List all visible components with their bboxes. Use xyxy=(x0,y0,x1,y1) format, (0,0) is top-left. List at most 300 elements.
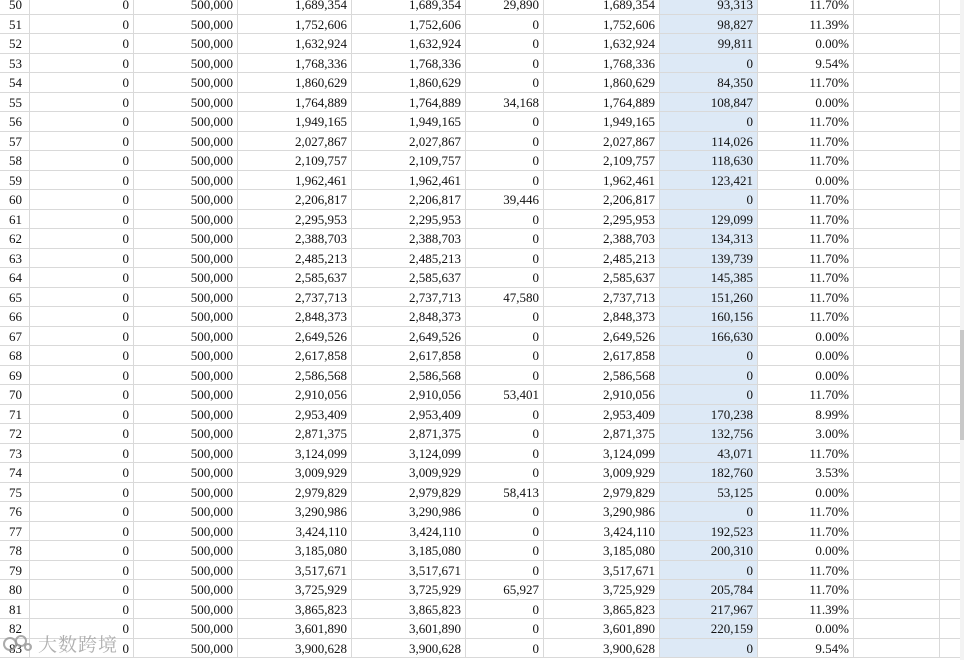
cell-col-c[interactable]: 500,000 xyxy=(134,93,238,113)
cell-col-d[interactable]: 3,601,890 xyxy=(238,619,352,639)
cell-col-c[interactable]: 500,000 xyxy=(134,229,238,249)
cell-col-e[interactable]: 3,124,099 xyxy=(352,444,466,464)
cell-col-e[interactable]: 1,764,889 xyxy=(352,93,466,113)
cell-col-g[interactable]: 2,485,213 xyxy=(544,249,660,269)
cell-col-j[interactable] xyxy=(854,268,940,288)
cell-col-j[interactable] xyxy=(854,0,940,15)
cell-col-f[interactable]: 0 xyxy=(466,346,544,366)
row-header[interactable]: 83 xyxy=(0,639,30,659)
cell-col-j[interactable] xyxy=(854,424,940,444)
cell-col-c[interactable]: 500,000 xyxy=(134,249,238,269)
cell-col-b[interactable]: 0 xyxy=(30,0,134,15)
cell-col-c[interactable]: 500,000 xyxy=(134,405,238,425)
cell-col-j[interactable] xyxy=(854,639,940,659)
cell-col-e[interactable]: 3,725,929 xyxy=(352,580,466,600)
cell-col-e[interactable]: 2,206,817 xyxy=(352,190,466,210)
cell-col-g[interactable]: 2,649,526 xyxy=(544,327,660,347)
cell-col-j[interactable] xyxy=(854,483,940,503)
cell-col-c[interactable]: 500,000 xyxy=(134,522,238,542)
row-header[interactable]: 65 xyxy=(0,288,30,308)
cell-col-e[interactable]: 3,900,628 xyxy=(352,639,466,659)
cell-col-d[interactable]: 2,737,713 xyxy=(238,288,352,308)
row-header[interactable]: 79 xyxy=(0,561,30,581)
cell-col-b[interactable]: 0 xyxy=(30,522,134,542)
vertical-scrollbar[interactable] xyxy=(960,0,964,666)
cell-col-j[interactable] xyxy=(854,112,940,132)
cell-col-i[interactable]: 0.00% xyxy=(758,327,854,347)
cell-col-j[interactable] xyxy=(854,522,940,542)
cell-col-g[interactable]: 3,865,823 xyxy=(544,600,660,620)
cell-col-i[interactable]: 9.54% xyxy=(758,54,854,74)
cell-col-c[interactable]: 500,000 xyxy=(134,561,238,581)
cell-col-c[interactable]: 500,000 xyxy=(134,34,238,54)
cell-col-d[interactable]: 2,206,817 xyxy=(238,190,352,210)
row-header[interactable]: 62 xyxy=(0,229,30,249)
row-header[interactable]: 71 xyxy=(0,405,30,425)
row-header[interactable]: 72 xyxy=(0,424,30,444)
cell-col-c[interactable]: 500,000 xyxy=(134,268,238,288)
cell-col-g[interactable]: 1,949,165 xyxy=(544,112,660,132)
cell-col-f[interactable]: 0 xyxy=(466,151,544,171)
cell-col-b[interactable]: 0 xyxy=(30,561,134,581)
cell-col-d[interactable]: 3,900,628 xyxy=(238,639,352,659)
cell-col-e[interactable]: 3,601,890 xyxy=(352,619,466,639)
row-header[interactable]: 82 xyxy=(0,619,30,639)
cell-col-b[interactable]: 0 xyxy=(30,600,134,620)
cell-col-j[interactable] xyxy=(854,307,940,327)
cell-col-d[interactable]: 2,295,953 xyxy=(238,210,352,230)
cell-col-b[interactable]: 0 xyxy=(30,73,134,93)
cell-col-b[interactable]: 0 xyxy=(30,268,134,288)
cell-col-i[interactable]: 11.70% xyxy=(758,561,854,581)
cell-col-b[interactable]: 0 xyxy=(30,190,134,210)
cell-col-e[interactable]: 3,517,671 xyxy=(352,561,466,581)
cell-col-f[interactable]: 0 xyxy=(466,405,544,425)
cell-col-b[interactable]: 0 xyxy=(30,288,134,308)
cell-col-d[interactable]: 2,388,703 xyxy=(238,229,352,249)
cell-col-j[interactable] xyxy=(854,366,940,386)
cell-col-j[interactable] xyxy=(854,288,940,308)
cell-col-g[interactable]: 2,585,637 xyxy=(544,268,660,288)
cell-col-h[interactable]: 43,071 xyxy=(660,444,758,464)
cell-col-d[interactable]: 3,517,671 xyxy=(238,561,352,581)
cell-col-e[interactable]: 3,290,986 xyxy=(352,502,466,522)
cell-col-j[interactable] xyxy=(854,444,940,464)
cell-col-c[interactable]: 500,000 xyxy=(134,327,238,347)
cell-col-e[interactable]: 2,649,526 xyxy=(352,327,466,347)
cell-col-e[interactable]: 1,860,629 xyxy=(352,73,466,93)
cell-col-c[interactable]: 500,000 xyxy=(134,54,238,74)
row-header[interactable]: 61 xyxy=(0,210,30,230)
row-header[interactable]: 56 xyxy=(0,112,30,132)
cell-col-e[interactable]: 2,848,373 xyxy=(352,307,466,327)
cell-col-e[interactable]: 2,109,757 xyxy=(352,151,466,171)
cell-col-i[interactable]: 0.00% xyxy=(758,619,854,639)
cell-col-i[interactable]: 11.70% xyxy=(758,73,854,93)
cell-col-d[interactable]: 2,586,568 xyxy=(238,366,352,386)
cell-col-b[interactable]: 0 xyxy=(30,93,134,113)
cell-col-f[interactable]: 0 xyxy=(466,600,544,620)
cell-col-b[interactable]: 0 xyxy=(30,405,134,425)
cell-col-d[interactable]: 1,632,924 xyxy=(238,34,352,54)
cell-col-g[interactable]: 2,206,817 xyxy=(544,190,660,210)
cell-col-e[interactable]: 1,752,606 xyxy=(352,15,466,35)
cell-col-e[interactable]: 1,949,165 xyxy=(352,112,466,132)
cell-col-d[interactable]: 1,764,889 xyxy=(238,93,352,113)
cell-col-h[interactable]: 220,159 xyxy=(660,619,758,639)
cell-col-j[interactable] xyxy=(854,210,940,230)
cell-col-h[interactable]: 123,421 xyxy=(660,171,758,191)
cell-col-h[interactable]: 0 xyxy=(660,502,758,522)
row-header[interactable]: 69 xyxy=(0,366,30,386)
cell-col-e[interactable]: 2,979,829 xyxy=(352,483,466,503)
cell-col-b[interactable]: 0 xyxy=(30,112,134,132)
cell-col-g[interactable]: 3,290,986 xyxy=(544,502,660,522)
cell-col-e[interactable]: 3,185,080 xyxy=(352,541,466,561)
cell-col-h[interactable]: 160,156 xyxy=(660,307,758,327)
cell-col-g[interactable]: 2,737,713 xyxy=(544,288,660,308)
cell-col-e[interactable]: 2,388,703 xyxy=(352,229,466,249)
cell-col-f[interactable]: 0 xyxy=(466,463,544,483)
row-header[interactable]: 80 xyxy=(0,580,30,600)
cell-col-i[interactable]: 11.70% xyxy=(758,580,854,600)
cell-col-j[interactable] xyxy=(854,34,940,54)
cell-col-j[interactable] xyxy=(854,151,940,171)
cell-col-c[interactable]: 500,000 xyxy=(134,15,238,35)
cell-col-i[interactable]: 11.70% xyxy=(758,385,854,405)
cell-col-h[interactable]: 0 xyxy=(660,190,758,210)
cell-col-c[interactable]: 500,000 xyxy=(134,288,238,308)
cell-col-f[interactable]: 0 xyxy=(466,229,544,249)
cell-col-e[interactable]: 2,617,858 xyxy=(352,346,466,366)
cell-col-f[interactable]: 0 xyxy=(466,54,544,74)
cell-col-c[interactable]: 500,000 xyxy=(134,171,238,191)
cell-col-h[interactable]: 205,784 xyxy=(660,580,758,600)
cell-col-i[interactable]: 3.00% xyxy=(758,424,854,444)
row-header[interactable]: 74 xyxy=(0,463,30,483)
cell-col-i[interactable]: 11.70% xyxy=(758,307,854,327)
cell-col-f[interactable]: 0 xyxy=(466,34,544,54)
cell-col-g[interactable]: 1,764,889 xyxy=(544,93,660,113)
cell-col-j[interactable] xyxy=(854,580,940,600)
row-header[interactable]: 55 xyxy=(0,93,30,113)
cell-col-c[interactable]: 500,000 xyxy=(134,346,238,366)
cell-col-f[interactable]: 0 xyxy=(466,522,544,542)
cell-col-i[interactable]: 0.00% xyxy=(758,346,854,366)
cell-col-i[interactable]: 11.70% xyxy=(758,249,854,269)
cell-col-h[interactable]: 0 xyxy=(660,54,758,74)
cell-col-j[interactable] xyxy=(854,541,940,561)
cell-col-g[interactable]: 1,860,629 xyxy=(544,73,660,93)
cell-col-c[interactable]: 500,000 xyxy=(134,307,238,327)
cell-col-b[interactable]: 0 xyxy=(30,34,134,54)
cell-col-d[interactable]: 2,485,213 xyxy=(238,249,352,269)
cell-col-h[interactable]: 93,313 xyxy=(660,0,758,15)
cell-col-f[interactable]: 0 xyxy=(466,619,544,639)
cell-col-h[interactable]: 151,260 xyxy=(660,288,758,308)
cell-col-b[interactable]: 0 xyxy=(30,346,134,366)
cell-col-e[interactable]: 2,485,213 xyxy=(352,249,466,269)
cell-col-d[interactable]: 3,124,099 xyxy=(238,444,352,464)
cell-col-c[interactable]: 500,000 xyxy=(134,190,238,210)
cell-col-i[interactable]: 11.39% xyxy=(758,15,854,35)
cell-col-j[interactable] xyxy=(854,229,940,249)
cell-col-i[interactable]: 0.00% xyxy=(758,171,854,191)
cell-col-i[interactable]: 11.70% xyxy=(758,502,854,522)
cell-col-g[interactable]: 2,953,409 xyxy=(544,405,660,425)
cell-col-d[interactable]: 2,027,867 xyxy=(238,132,352,152)
cell-col-h[interactable]: 200,310 xyxy=(660,541,758,561)
row-header[interactable]: 60 xyxy=(0,190,30,210)
row-header[interactable]: 63 xyxy=(0,249,30,269)
cell-col-g[interactable]: 2,979,829 xyxy=(544,483,660,503)
row-header[interactable]: 54 xyxy=(0,73,30,93)
cell-col-g[interactable]: 3,725,929 xyxy=(544,580,660,600)
cell-col-d[interactable]: 2,848,373 xyxy=(238,307,352,327)
cell-col-f[interactable]: 58,413 xyxy=(466,483,544,503)
cell-col-g[interactable]: 1,632,924 xyxy=(544,34,660,54)
cell-col-i[interactable]: 11.70% xyxy=(758,229,854,249)
cell-col-f[interactable]: 39,446 xyxy=(466,190,544,210)
cell-col-e[interactable]: 2,295,953 xyxy=(352,210,466,230)
cell-col-g[interactable]: 1,768,336 xyxy=(544,54,660,74)
cell-col-i[interactable]: 0.00% xyxy=(758,483,854,503)
cell-col-f[interactable]: 0 xyxy=(466,366,544,386)
row-header[interactable]: 67 xyxy=(0,327,30,347)
row-header[interactable]: 64 xyxy=(0,268,30,288)
cell-col-f[interactable]: 0 xyxy=(466,112,544,132)
cell-col-b[interactable]: 0 xyxy=(30,639,134,659)
cell-col-d[interactable]: 1,860,629 xyxy=(238,73,352,93)
cell-col-c[interactable]: 500,000 xyxy=(134,541,238,561)
cell-col-b[interactable]: 0 xyxy=(30,463,134,483)
cell-col-c[interactable]: 500,000 xyxy=(134,385,238,405)
cell-col-e[interactable]: 3,865,823 xyxy=(352,600,466,620)
cell-col-d[interactable]: 1,768,336 xyxy=(238,54,352,74)
cell-col-g[interactable]: 3,424,110 xyxy=(544,522,660,542)
cell-col-b[interactable]: 0 xyxy=(30,424,134,444)
cell-col-c[interactable]: 500,000 xyxy=(134,132,238,152)
row-header[interactable]: 59 xyxy=(0,171,30,191)
cell-col-j[interactable] xyxy=(854,54,940,74)
cell-col-b[interactable]: 0 xyxy=(30,619,134,639)
cell-col-i[interactable]: 0.00% xyxy=(758,366,854,386)
cell-col-i[interactable]: 11.70% xyxy=(758,0,854,15)
row-header[interactable]: 77 xyxy=(0,522,30,542)
cell-col-j[interactable] xyxy=(854,93,940,113)
cell-col-g[interactable]: 2,910,056 xyxy=(544,385,660,405)
cell-col-b[interactable]: 0 xyxy=(30,502,134,522)
cell-col-f[interactable]: 65,927 xyxy=(466,580,544,600)
cell-col-e[interactable]: 1,689,354 xyxy=(352,0,466,15)
cell-col-h[interactable]: 170,238 xyxy=(660,405,758,425)
cell-col-b[interactable]: 0 xyxy=(30,171,134,191)
cell-col-h[interactable]: 118,630 xyxy=(660,151,758,171)
cell-col-f[interactable]: 0 xyxy=(466,327,544,347)
cell-col-d[interactable]: 3,424,110 xyxy=(238,522,352,542)
cell-col-f[interactable]: 0 xyxy=(466,15,544,35)
cell-col-j[interactable] xyxy=(854,132,940,152)
row-header[interactable]: 81 xyxy=(0,600,30,620)
cell-col-j[interactable] xyxy=(854,249,940,269)
cell-col-h[interactable]: 145,385 xyxy=(660,268,758,288)
cell-col-b[interactable]: 0 xyxy=(30,327,134,347)
cell-col-b[interactable]: 0 xyxy=(30,151,134,171)
row-header[interactable]: 52 xyxy=(0,34,30,54)
cell-col-g[interactable]: 1,689,354 xyxy=(544,0,660,15)
cell-col-d[interactable]: 2,910,056 xyxy=(238,385,352,405)
cell-col-e[interactable]: 1,962,461 xyxy=(352,171,466,191)
cell-col-h[interactable]: 84,350 xyxy=(660,73,758,93)
row-header[interactable]: 76 xyxy=(0,502,30,522)
cell-col-i[interactable]: 11.70% xyxy=(758,132,854,152)
cell-col-b[interactable]: 0 xyxy=(30,541,134,561)
cell-col-e[interactable]: 2,585,637 xyxy=(352,268,466,288)
cell-col-h[interactable]: 0 xyxy=(660,346,758,366)
cell-col-j[interactable] xyxy=(854,73,940,93)
cell-col-b[interactable]: 0 xyxy=(30,444,134,464)
cell-col-c[interactable]: 500,000 xyxy=(134,73,238,93)
cell-col-h[interactable]: 129,099 xyxy=(660,210,758,230)
cell-col-g[interactable]: 3,900,628 xyxy=(544,639,660,659)
row-header[interactable]: 51 xyxy=(0,15,30,35)
cell-col-i[interactable]: 11.70% xyxy=(758,190,854,210)
cell-col-d[interactable]: 1,752,606 xyxy=(238,15,352,35)
cell-col-c[interactable]: 500,000 xyxy=(134,639,238,659)
cell-col-g[interactable]: 2,027,867 xyxy=(544,132,660,152)
cell-col-c[interactable]: 500,000 xyxy=(134,424,238,444)
cell-col-g[interactable]: 2,388,703 xyxy=(544,229,660,249)
cell-col-d[interactable]: 1,689,354 xyxy=(238,0,352,15)
cell-col-i[interactable]: 11.39% xyxy=(758,600,854,620)
cell-col-b[interactable]: 0 xyxy=(30,229,134,249)
cell-col-b[interactable]: 0 xyxy=(30,132,134,152)
cell-col-c[interactable]: 500,000 xyxy=(134,112,238,132)
cell-col-j[interactable] xyxy=(854,346,940,366)
cell-col-f[interactable]: 0 xyxy=(466,171,544,191)
cell-col-f[interactable]: 0 xyxy=(466,561,544,581)
cell-col-g[interactable]: 3,185,080 xyxy=(544,541,660,561)
cell-col-g[interactable]: 2,617,858 xyxy=(544,346,660,366)
cell-col-h[interactable]: 0 xyxy=(660,112,758,132)
cell-col-c[interactable]: 500,000 xyxy=(134,366,238,386)
cell-col-d[interactable]: 3,009,929 xyxy=(238,463,352,483)
cell-col-b[interactable]: 0 xyxy=(30,580,134,600)
cell-col-g[interactable]: 2,109,757 xyxy=(544,151,660,171)
cell-col-b[interactable]: 0 xyxy=(30,483,134,503)
row-header[interactable]: 75 xyxy=(0,483,30,503)
cell-col-d[interactable]: 3,185,080 xyxy=(238,541,352,561)
cell-col-e[interactable]: 3,009,929 xyxy=(352,463,466,483)
cell-col-h[interactable]: 132,756 xyxy=(660,424,758,444)
cell-col-f[interactable]: 0 xyxy=(466,444,544,464)
cell-col-f[interactable]: 47,580 xyxy=(466,288,544,308)
cell-col-d[interactable]: 1,962,461 xyxy=(238,171,352,191)
cell-col-j[interactable] xyxy=(854,171,940,191)
cell-col-j[interactable] xyxy=(854,190,940,210)
cell-col-e[interactable]: 2,953,409 xyxy=(352,405,466,425)
cell-col-e[interactable]: 2,910,056 xyxy=(352,385,466,405)
cell-col-e[interactable]: 2,871,375 xyxy=(352,424,466,444)
cell-col-e[interactable]: 1,632,924 xyxy=(352,34,466,54)
cell-col-f[interactable]: 0 xyxy=(466,249,544,269)
cell-col-f[interactable]: 0 xyxy=(466,132,544,152)
cell-col-i[interactable]: 11.70% xyxy=(758,444,854,464)
cell-col-h[interactable]: 134,313 xyxy=(660,229,758,249)
cell-col-d[interactable]: 3,865,823 xyxy=(238,600,352,620)
cell-col-i[interactable]: 11.70% xyxy=(758,210,854,230)
cell-col-c[interactable]: 500,000 xyxy=(134,483,238,503)
cell-col-i[interactable]: 9.54% xyxy=(758,639,854,659)
cell-col-g[interactable]: 3,009,929 xyxy=(544,463,660,483)
cell-col-d[interactable]: 2,871,375 xyxy=(238,424,352,444)
cell-col-b[interactable]: 0 xyxy=(30,249,134,269)
cell-col-b[interactable]: 0 xyxy=(30,385,134,405)
scrollbar-thumb[interactable] xyxy=(960,330,964,440)
cell-col-h[interactable]: 0 xyxy=(660,385,758,405)
cell-col-j[interactable] xyxy=(854,619,940,639)
cell-col-i[interactable]: 11.70% xyxy=(758,112,854,132)
cell-col-j[interactable] xyxy=(854,405,940,425)
cell-col-f[interactable]: 0 xyxy=(466,424,544,444)
row-header[interactable]: 66 xyxy=(0,307,30,327)
cell-col-h[interactable]: 0 xyxy=(660,366,758,386)
cell-col-i[interactable]: 3.53% xyxy=(758,463,854,483)
cell-col-h[interactable]: 217,967 xyxy=(660,600,758,620)
cell-col-c[interactable]: 500,000 xyxy=(134,151,238,171)
cell-col-j[interactable] xyxy=(854,463,940,483)
cell-col-f[interactable]: 0 xyxy=(466,502,544,522)
cell-col-c[interactable]: 500,000 xyxy=(134,600,238,620)
cell-col-f[interactable]: 0 xyxy=(466,307,544,327)
cell-col-d[interactable]: 2,649,526 xyxy=(238,327,352,347)
cell-col-f[interactable]: 53,401 xyxy=(466,385,544,405)
cell-col-c[interactable]: 500,000 xyxy=(134,502,238,522)
cell-col-e[interactable]: 3,424,110 xyxy=(352,522,466,542)
cell-col-d[interactable]: 2,953,409 xyxy=(238,405,352,425)
row-header[interactable]: 50 xyxy=(0,0,30,15)
cell-col-i[interactable]: 11.70% xyxy=(758,522,854,542)
cell-col-j[interactable] xyxy=(854,502,940,522)
cell-col-f[interactable]: 0 xyxy=(466,268,544,288)
cell-col-h[interactable]: 108,847 xyxy=(660,93,758,113)
cell-col-j[interactable] xyxy=(854,561,940,581)
cell-col-g[interactable]: 1,962,461 xyxy=(544,171,660,191)
cell-col-d[interactable]: 3,290,986 xyxy=(238,502,352,522)
cell-col-c[interactable]: 500,000 xyxy=(134,0,238,15)
cell-col-g[interactable]: 1,752,606 xyxy=(544,15,660,35)
cell-col-g[interactable]: 2,295,953 xyxy=(544,210,660,230)
row-header[interactable]: 57 xyxy=(0,132,30,152)
cell-col-i[interactable]: 0.00% xyxy=(758,34,854,54)
cell-col-f[interactable]: 0 xyxy=(466,73,544,93)
cell-col-i[interactable]: 0.00% xyxy=(758,93,854,113)
cell-col-f[interactable]: 0 xyxy=(466,210,544,230)
cell-col-d[interactable]: 2,585,637 xyxy=(238,268,352,288)
row-header[interactable]: 70 xyxy=(0,385,30,405)
cell-col-f[interactable]: 0 xyxy=(466,541,544,561)
cell-col-c[interactable]: 500,000 xyxy=(134,444,238,464)
cell-col-g[interactable]: 3,517,671 xyxy=(544,561,660,581)
cell-col-d[interactable]: 3,725,929 xyxy=(238,580,352,600)
cell-col-f[interactable]: 0 xyxy=(466,639,544,659)
cell-col-c[interactable]: 500,000 xyxy=(134,463,238,483)
cell-col-b[interactable]: 0 xyxy=(30,15,134,35)
row-header[interactable]: 73 xyxy=(0,444,30,464)
cell-col-d[interactable]: 2,617,858 xyxy=(238,346,352,366)
cell-col-h[interactable]: 53,125 xyxy=(660,483,758,503)
cell-col-j[interactable] xyxy=(854,385,940,405)
